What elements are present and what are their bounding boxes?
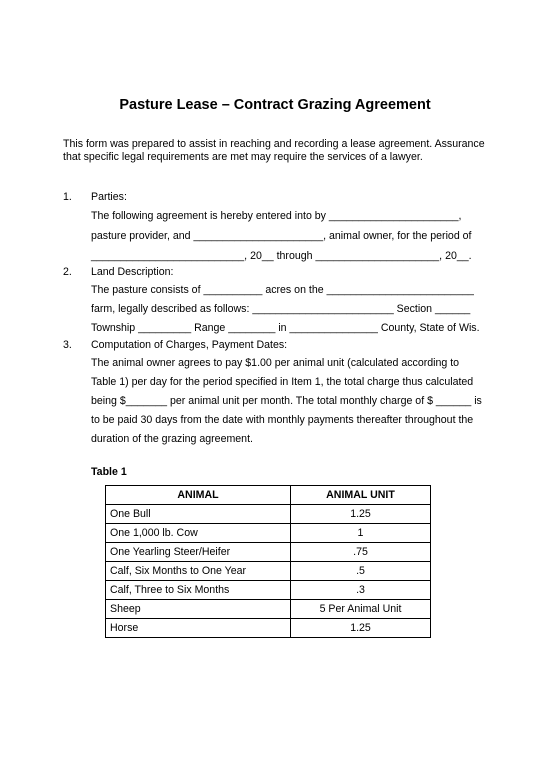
- animal-unit-cell: 1: [291, 524, 431, 543]
- table-row: [106, 524, 431, 543]
- section-line: __________________________, 20__ through _____________________, 20__.: [91, 250, 472, 262]
- intro-paragraph: [63, 138, 493, 164]
- column-header-animal: ANIMAL: [106, 486, 291, 505]
- animal-unit-cell: 5 Per Animal Unit: [291, 600, 431, 619]
- animal-unit-cell: .75: [291, 543, 431, 562]
- section-line: The following agreement is hereby entered into by ______________________,: [91, 210, 462, 222]
- section-line: being $_______ per animal unit per month. The total monthly charge of $ ______ is: [91, 395, 482, 407]
- animal-unit-table: [105, 485, 431, 638]
- table-header-row: [106, 486, 431, 505]
- table-row: [106, 543, 431, 562]
- section-number: 1.: [63, 191, 72, 203]
- table-row: [106, 562, 431, 581]
- animal-cell: Calf, Three to Six Months: [106, 581, 291, 600]
- animal-unit-cell: 1.25: [291, 505, 431, 524]
- section-line: pasture provider, and ______________________, animal owner, for the period of: [91, 230, 472, 242]
- column-header-animal-unit: ANIMAL UNIT: [291, 486, 431, 505]
- intro-line: that specific legal requirements are met may require the services of a lawyer.: [63, 151, 423, 163]
- table-row: [106, 505, 431, 524]
- section-line: The animal owner agrees to pay $1.00 per animal unit (calculated according to: [91, 357, 460, 369]
- animal-unit-cell: .3: [291, 581, 431, 600]
- section-heading-land-description: Land Description:: [91, 266, 174, 278]
- section-line: Table 1) per day for the period specified in Item 1, the total charge thus calculated: [91, 376, 474, 388]
- animal-cell: One Yearling Steer/Heifer: [106, 543, 291, 562]
- animal-unit-cell: .5: [291, 562, 431, 581]
- intro-line: This form was prepared to assist in reaching and recording a lease agreement. Assurance: [63, 138, 485, 150]
- document-title: Pasture Lease – Contract Grazing Agreement: [119, 97, 431, 113]
- table-row: [106, 581, 431, 600]
- animal-cell: One Bull: [106, 505, 291, 524]
- section-line: to be paid 30 days from the date with monthly payments thereafter throughout the: [91, 414, 474, 426]
- section-line: farm, legally described as follows: ________________________ Section ______: [91, 303, 471, 315]
- animal-unit-cell: 1.25: [291, 619, 431, 638]
- animal-cell: Calf, Six Months to One Year: [106, 562, 291, 581]
- section-line: Township _________ Range ________ in _______________ County, State of Wis.: [91, 322, 480, 334]
- section-line: duration of the grazing agreement.: [91, 433, 253, 445]
- section-number: 2.: [63, 266, 72, 278]
- animal-cell: One 1,000 lb. Cow: [106, 524, 291, 543]
- table-row: [106, 600, 431, 619]
- table-label: Table 1: [91, 466, 127, 478]
- table-row: [106, 619, 431, 638]
- animal-cell: Sheep: [106, 600, 291, 619]
- section-line: The pasture consists of __________ acres on the _________________________: [91, 284, 474, 296]
- section-heading-parties: Parties:: [91, 191, 127, 203]
- section-number: 3.: [63, 339, 72, 351]
- section-heading-computation-of-charges: Computation of Charges, Payment Dates:: [91, 339, 288, 351]
- animal-cell: Horse: [106, 619, 291, 638]
